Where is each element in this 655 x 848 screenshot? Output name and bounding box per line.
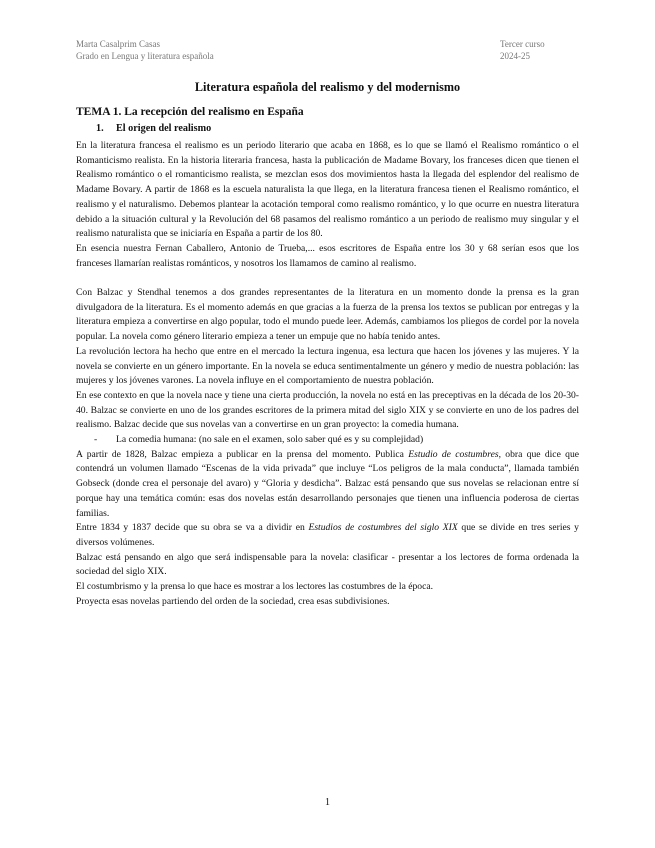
paragraph-text: que se divide en tres series y diversos volúmenes. bbox=[76, 522, 579, 548]
academic-year: 2024-25 bbox=[500, 51, 530, 61]
subsection-title: El origen del realismo bbox=[116, 123, 212, 134]
italic-title: Estudios de costumbres del siglo XIX bbox=[308, 522, 458, 534]
course-label: Tercer curso bbox=[500, 39, 545, 49]
paragraph bbox=[76, 448, 579, 522]
section-heading: TEMA 1. La recepción del realismo en España bbox=[76, 106, 304, 118]
page-header-left bbox=[76, 38, 214, 62]
paragraph bbox=[76, 521, 579, 550]
author-name: Marta Casalprim Casas bbox=[76, 39, 160, 49]
list-bullet: - bbox=[94, 434, 98, 446]
paragraph: En la literatura francesa el realismo es un periodo literario que acaba en 1868, es lo que se llamó el Realismo romántico o el Romanticismo realista. En la historia literaria francesa, hasta la publicación de Madame Bovary, los franceses dicen que tienen el Realismo romántico o el romanticismo realista, se mezclan esos dos movimientos hasta la llegada del esplendor del realismo de Madame Bovary. A partir de 1868 es la escuela naturalista la que llega, en la literatura francesa tienen el Realismo romántico, el realismo y el naturalismo. Debemos plantear la acotación temporal como realismo romántico, y lo que ocurre en nuestra literatura debido a la situación cultural y la Revolución del 68 pasamos del realismo romántico a un periodo de realismo muy singular y el realismo naturalista que se iniciaría en España a partir de los 80. bbox=[76, 140, 579, 240]
page-number: 1 bbox=[325, 797, 330, 808]
paragraph: En ese contexto en que la novela nace y tiene una cierta producción, la novela no está en las preceptivas en la década de los 20-30-40. Balzac se convierte en uno de los grandes escritores de la primera mitad del siglo XIX y se convierte en uno de los padres del realismo. Balzac decide que sus novelas van a convertirse en un gran proyecto: la comedia humana. bbox=[76, 389, 579, 431]
page-header-right bbox=[500, 38, 545, 62]
document-title: Literatura española del realismo y del modernismo bbox=[194, 80, 461, 94]
list-item-text: La comedia humana: (no sale en el examen, solo saber qué es y su complejidad) bbox=[116, 434, 424, 446]
paragraph: La revolución lectora ha hecho que entre en el mercado la lectura ingenua, esa lectura que hacen los jóvenes y las mujeres. Y la novela se convierte en un género importante. En la novela se educa sentimentalmente un género y medio de nuestra población: las mujeres y los jóvenes varones. La novela influye en el comportamiento de nuestra población. bbox=[76, 345, 579, 387]
italic-title: Estudio de costumbres, bbox=[408, 448, 501, 460]
paragraph: Proyecta esas novelas partiendo del orden de la sociedad, crea esas subdivisiones. bbox=[76, 595, 390, 607]
paragraph: Con Balzac y Stendhal tenemos a dos grandes representantes de la literatura en un momento donde la prensa es la gran divulgadora de la literatura. Es el momento además en que gracias a la fuerza de la prensa los textos se publican por entregas y la literatura empieza a convertirse en algo popular, todo el mundo puede leer. Además, cambiamos los pliegos de cordel por la novela popular. La novela como género literario empieza a tener un empuje que no había tenido antes. bbox=[76, 287, 579, 343]
list-item bbox=[76, 433, 579, 448]
subsection-number: 1. bbox=[96, 123, 104, 134]
paragraph: Balzac está pensando en algo que será indispensable para la novela: clasificar - presentar a los lectores de forma ordenada la sociedad del siglo XIX. bbox=[76, 551, 579, 578]
paragraph-text: Entre 1834 y 1837 decide que su obra se va a dividir en bbox=[76, 522, 309, 534]
paragraph: El costumbrismo y la prensa lo que hace es mostrar a los lectores las costumbres de la época. bbox=[76, 581, 433, 593]
paragraph: En esencia nuestra Fernan Caballero, Antonio de Trueba,... esos escritores de España entre los 30 y 68 serían esos que los franceses llamarían realistas románticos, y nosotros los llamamos de camino al realismo. bbox=[76, 242, 579, 269]
subsection-heading bbox=[96, 123, 211, 134]
document-body bbox=[76, 139, 579, 609]
paragraph-text: obra que dice que contendrá un volumen llamado “Escenas de la vida privada” que incluye “Los peligros de la mala conducta”, llamada también Gobseck (donde crea el personaje del avaro) y “Gloria y desdicha”. Balzac está pensando que sus novelas se relacionan entre sí porque hay una temática común: esas dos novelas están desarrollando personajes que tienen una influencia poderosa de ciertas familias. bbox=[76, 448, 579, 519]
degree-name: Grado en Lengua y literatura española bbox=[76, 51, 214, 61]
paragraph-text: A partir de 1828, Balzac empieza a publicar en la prensa del momento. Publica bbox=[76, 448, 409, 460]
